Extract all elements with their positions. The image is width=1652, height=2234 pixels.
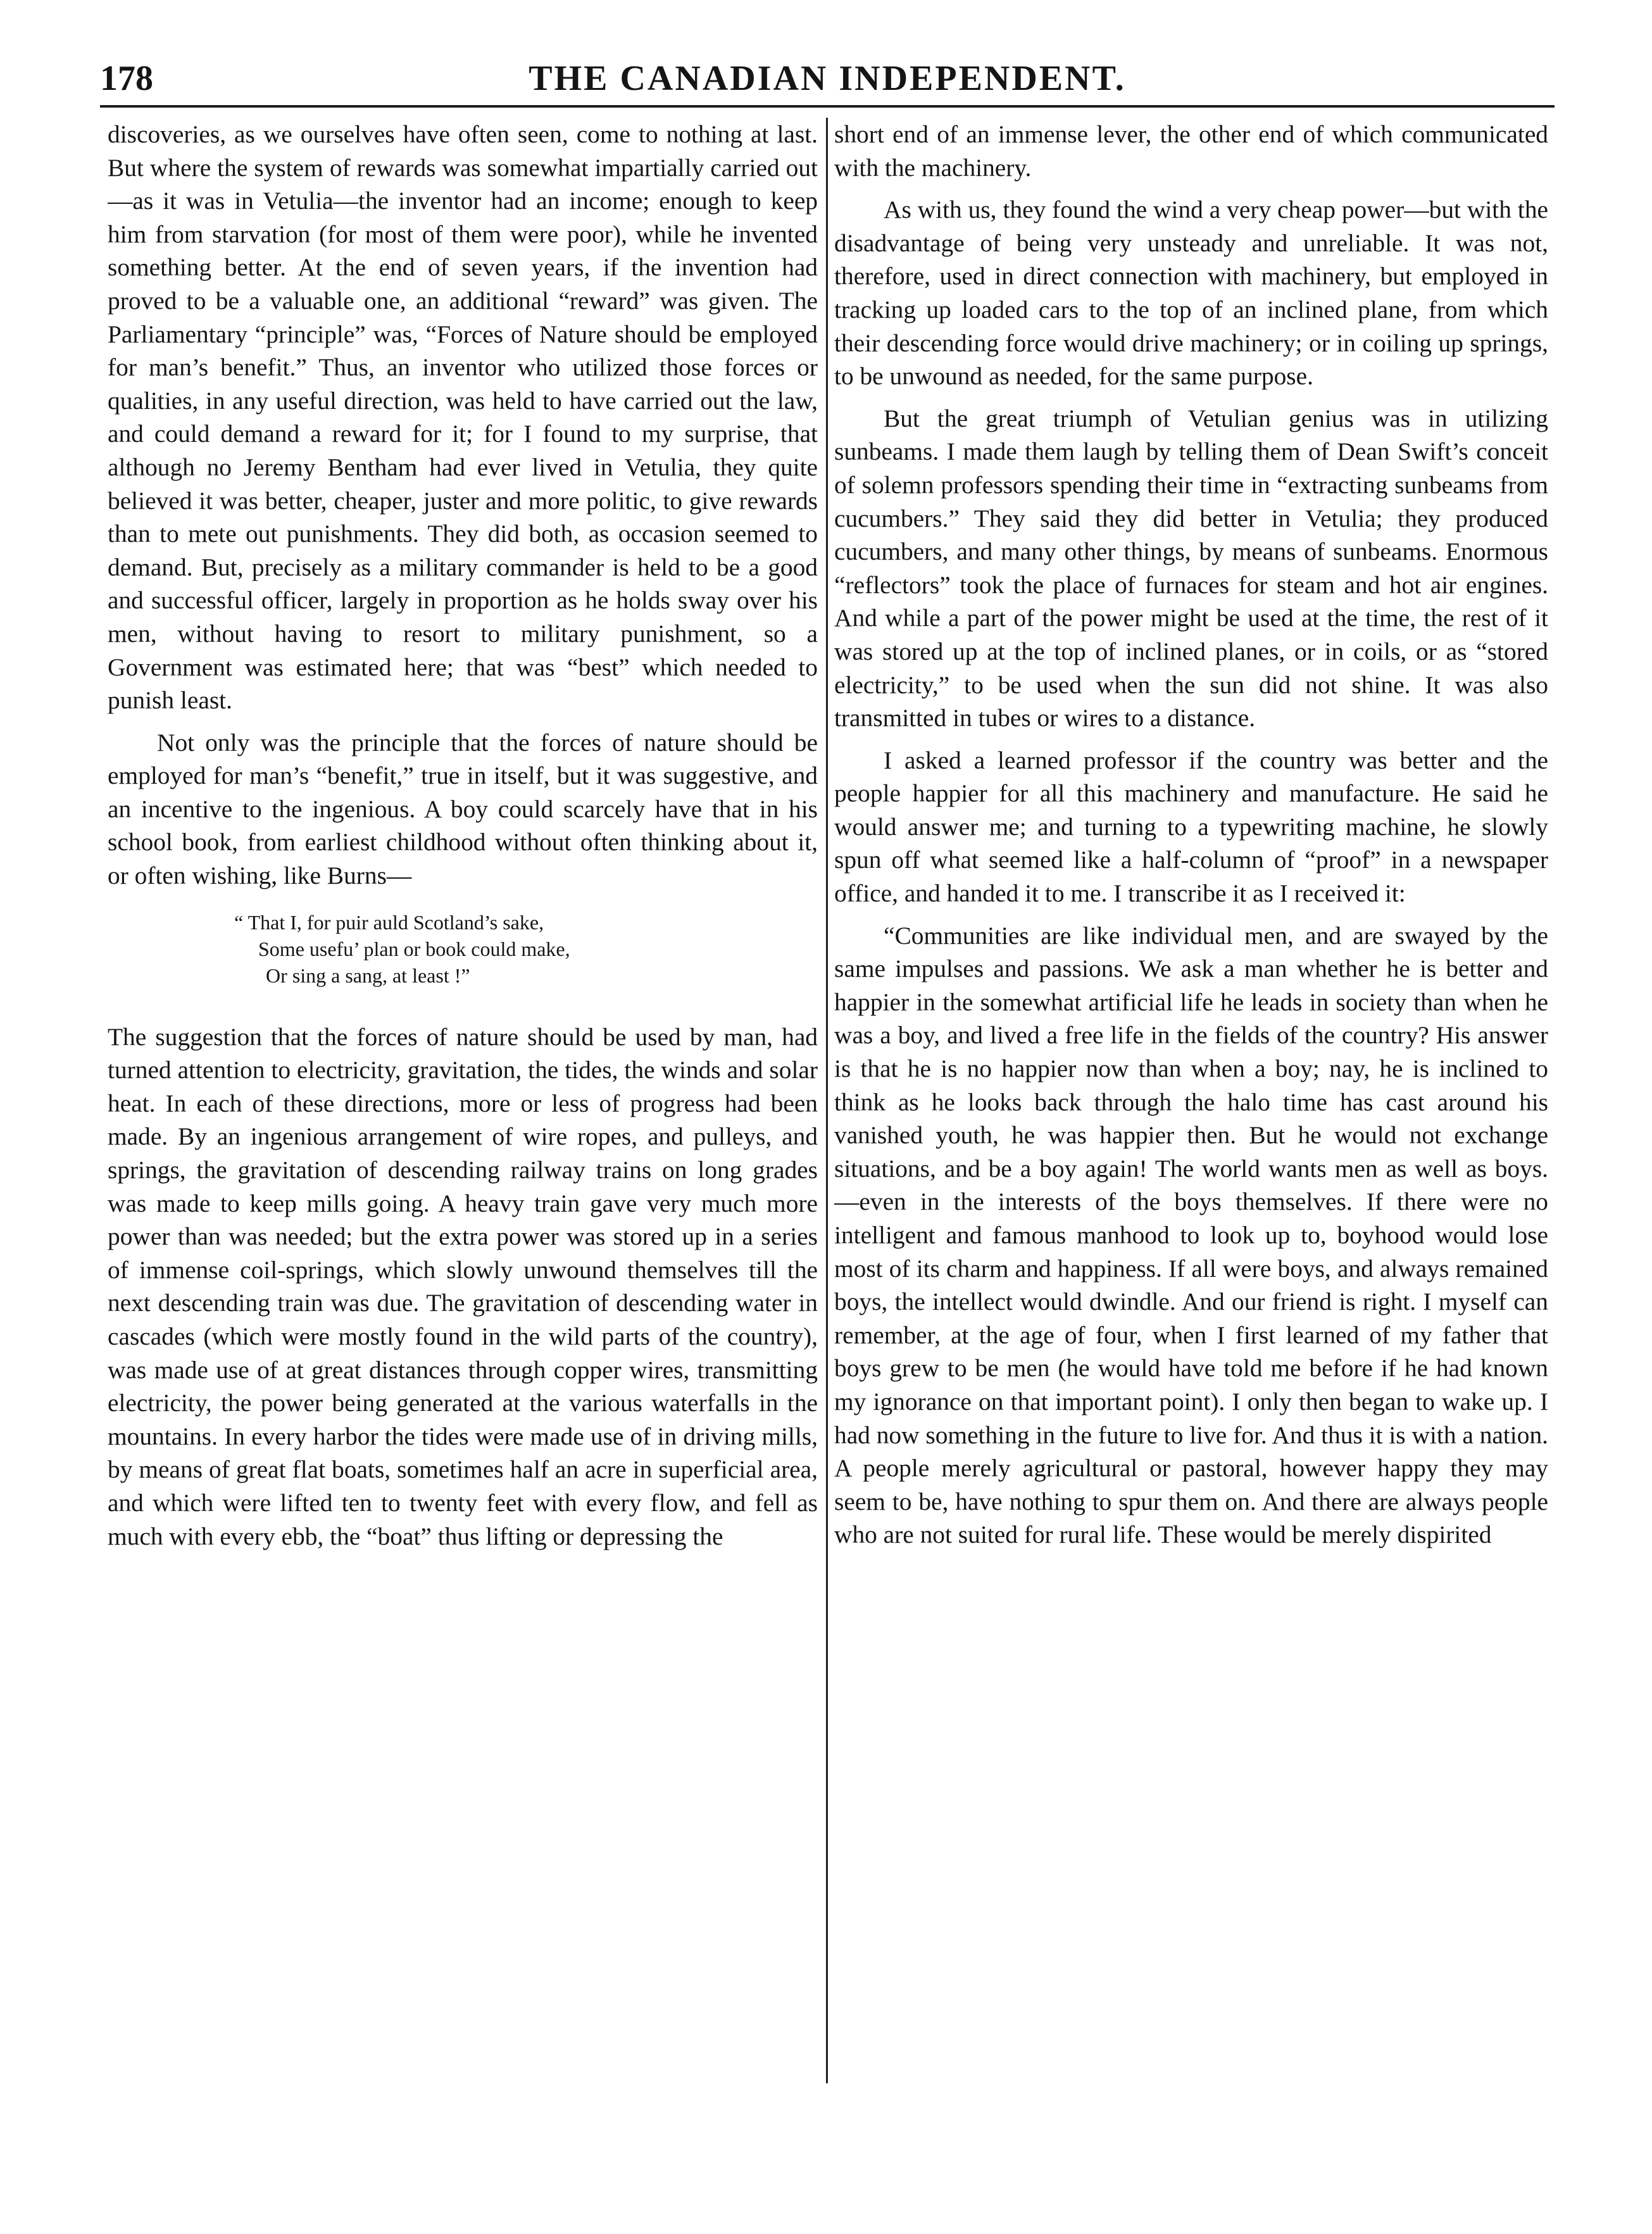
paragraph: discoveries, as we ourselves have often seen, come to nothing at last. But where the system of rewards was somewhat impartially carried out—as it was in Vetulia—the inventor had an income; enough to keep him from starvation (for most of them were poor), while he invented something better. At the end of seven years, if the invention had proved to be a valuable one, an additional “reward” was given. The Parliamentary “principle” was, “Forces of Nature should be employed for man’s benefit.” Thus, an inventor who utilized those forces or qualities, in any useful direction, was held to have carried out the law, and could demand a reward for it; for I found to my surprise, that although no Jeremy Bentham had ever lived in Vetulia, they quite believed it was better, cheaper, juster and more politic, to give rewards than to mete out punishments. They did both, as occasion seemed to demand. But, precisely as a military commander is held to be a good and successful officer, largely in proportion as he holds sway over his men, without having to resort to military punishment, so a Government was estimated here; that was “best” which needed to punish least. [108,120,818,715]
paragraph: short end of an immense lever, the other end of which communicated with the machinery. [834,120,1548,182]
verse-quote [234,909,818,989]
verse-line: Or sing a sang, at least !” [266,963,470,987]
verse-line: “ That I, for puir auld Scotland’s sake, [234,910,544,934]
paragraph: Not only was the principle that the forces of nature should be employed for man’s “benefit,” true in itself, but it was suggestive, and an incentive to the ingenious. A boy could scarcely have that in his school book, from earliest childhood without often thinking about it, or often wishing, like Burns— [108,728,818,890]
page-number: 178 [100,59,153,98]
paragraph: As with us, they found the wind a very cheap power—but with the disadvantage of being very unsteady and unreliable. It was not, therefore, used in direct connection with machinery, but employed in tracking up loaded cars to the top of an inclined plane, from which their descending force would drive machinery; or in coiling up springs, to be unwound as needed, for the same purpose. [834,196,1548,391]
right-column [834,118,1548,2087]
left-column [108,118,818,2087]
paragraph: I asked a learned professor if the country was better and the people happier for all this machinery and manufacture. He said he would answer me; and turning to a typewriting machine, he slowly spun off what seemed like a half-column of “proof” in a newspaper office, and handed it to me. I transcribe it as I received it: [834,746,1548,908]
paragraph: The suggestion that the forces of nature should be used by man, had turned attention to electricity, gravitation, the tides, the winds and solar heat. In each of these directions, more or less of progress had been made. By an ingenious arrangement of wire ropes, and pulleys, and springs, the gravitation of descending railway trains on long grades was made to keep mills going. A heavy train gave very much more power than was needed; but the extra power was stored up in a series of immense coil-springs, which slowly unwound themselves till the next descending train was due. The gravitation of descending water in cascades (which were mostly found in the wild parts of the country), was made use of at great distances through copper wires, transmitting electricity, the power being generated at the various waterfalls in the mountains. In every harbor the tides were made use of in driving mills, by means of great flat boats, sometimes half an acre in superficial area, and which were lifted ten to twenty feet with every flow, and fell as much with every ebb, the “boat” thus lifting or depressing the [108,1022,818,1550]
running-title: THE CANADIAN INDEPENDENT. [529,59,1126,98]
verse-line: Some usefu’ plan or book could make, [258,937,570,960]
header-rule [100,105,1555,108]
paragraph: But the great triumph of Vetulian genius was in utilizing sunbeams. I made them laugh by telling them of Dean Swift’s conceit of solemn professors spending their time in “extracting sunbeams from cucumbers.” They said they did better in Vetulia; they produced cucumbers, and many other things, by means of sunbeams. Enormous “reflectors” took the place of furnaces for steam and hot air engines. And while a part of the power might be used at the time, the rest of it was stored up at the top of inclined planes, or in coils, or as “stored electricity,” to be used when the sun did not shine. It was also transmitted in tubes or wires to a distance. [834,404,1548,732]
paragraph: “Communities are like individual men, and are swayed by the same impulses and passions. We ask a man whether he is better and happier in the somewhat artificial life he leads in society than when he was a boy, and lived a free life in the fields of the country? His answer is that he is no happier now than when a boy; nay, he is inclined to think as he looks back through the halo time has cast around his vanished youth, he was happier then. But he would not exchange situations, and be a boy again! The world wants men as well as boys. —even in the interests of the boys themselves. If there were no intelligent and famous manhood to look up to, boyhood would lose most of its charm and happiness. If all were boys, and always remained boys, the intellect would dwindle. And our friend is right. I myself can remember, at the age of four, when I first learned of my father that boys grew to be men (he would have told me before if he had known my ignorance on that important point). I only then began to wake up. I had now something in the future to live for. And thus it is with a nation. A people merely agricultural or pastoral, however happy they may seem to be, have nothing to spur them on. And there are always people who are not suited for rural life. These would be merely dispirited [834,921,1548,1549]
column-divider [826,118,828,2083]
